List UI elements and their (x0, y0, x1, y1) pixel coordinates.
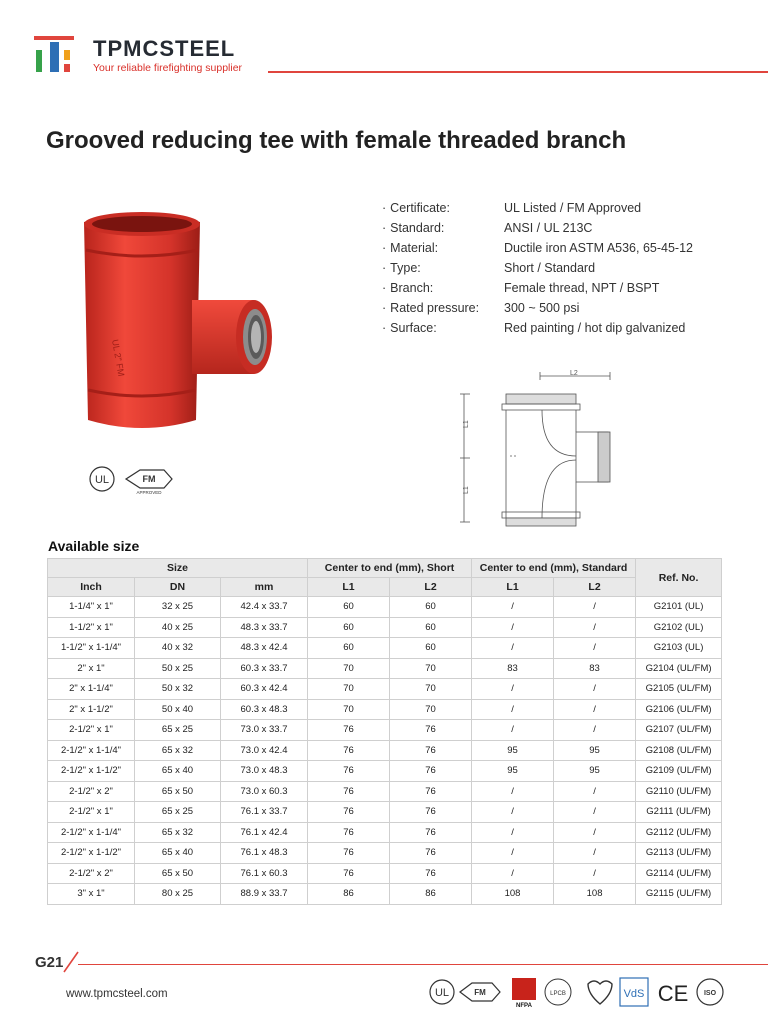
ul-fm-badges (88, 462, 178, 496)
cell-standard-l2: 95 (554, 740, 636, 761)
cell-mm: 48.3 x 33.7 (221, 617, 308, 638)
cell-standard-l2: / (554, 822, 636, 843)
svg-text:UL 2" FM: UL 2" FM (110, 338, 127, 378)
page-number: G21 (35, 954, 64, 971)
footer-cert-logos (428, 974, 728, 1010)
cell-standard-l2: 83 (554, 658, 636, 679)
cell-inch: 2-1/2" x 1-1/4" (48, 740, 135, 761)
spec-row (382, 278, 693, 298)
cell-mm: 88.9 x 33.7 (221, 884, 308, 905)
cell-short-l1: 76 (308, 761, 390, 782)
spec-row (382, 298, 693, 318)
spec-row (382, 218, 693, 238)
header-inch: Inch (48, 578, 135, 597)
cell-dn: 32 x 25 (135, 597, 221, 618)
cell-dn: 65 x 50 (135, 863, 221, 884)
cell-short-l1: 76 (308, 843, 390, 864)
cell-mm: 42.4 x 33.7 (221, 597, 308, 618)
spec-label: · Type: (382, 258, 504, 278)
cell-short-l1: 76 (308, 822, 390, 843)
spec-value: 300 ~ 500 psi (504, 301, 580, 315)
cell-short-l1: 60 (308, 638, 390, 659)
cell-standard-l1: / (472, 638, 554, 659)
table-row (48, 699, 722, 720)
cell-inch: 2" x 1-1/4" (48, 679, 135, 700)
cell-short-l1: 76 (308, 740, 390, 761)
ul-badge-text: UL (94, 474, 110, 486)
cell-standard-l1: 83 (472, 658, 554, 679)
cell-ref-no: G2111 (UL/FM) (636, 802, 722, 823)
cell-standard-l2: / (554, 638, 636, 659)
header-ref-no: Ref. No. (636, 559, 722, 597)
cell-inch: 1-1/2" x 1" (48, 617, 135, 638)
cell-inch: 2-1/2" x 1-1/2" (48, 843, 135, 864)
spec-row (382, 318, 693, 338)
cell-ref-no: G2107 (UL/FM) (636, 720, 722, 741)
reducing-tee-product-image (72, 210, 282, 440)
table-row (48, 720, 722, 741)
cell-dn: 80 x 25 (135, 884, 221, 905)
header-short-l1: L1 (308, 578, 390, 597)
spec-value: UL Listed / FM Approved (504, 201, 642, 215)
table-row (48, 679, 722, 700)
cell-dn: 40 x 25 (135, 617, 221, 638)
header-center-standard: Center to end (mm), Standard (472, 559, 636, 578)
cell-mm: 76.1 x 33.7 (221, 802, 308, 823)
cell-standard-l1: / (472, 699, 554, 720)
spec-value: Red painting / hot dip galvanized (504, 321, 686, 335)
cell-inch: 2" x 1-1/2" (48, 699, 135, 720)
spec-label: · Branch: (382, 278, 504, 298)
spec-label: · Material: (382, 238, 504, 258)
website-link[interactable]: www.tpmcsteel.com (66, 988, 168, 1000)
brand-tagline: Your reliable firefighting supplier (93, 62, 243, 74)
table-row (48, 761, 722, 782)
spec-label: · Surface: (382, 318, 504, 338)
cell-short-l2: 76 (390, 863, 472, 884)
table-row (48, 781, 722, 802)
cell-ref-no: G2103 (UL) (636, 638, 722, 659)
cell-standard-l2: / (554, 617, 636, 638)
cell-dn: 65 x 25 (135, 720, 221, 741)
cell-dn: 65 x 25 (135, 802, 221, 823)
cell-dn: 65 x 32 (135, 740, 221, 761)
size-table (47, 558, 722, 905)
cell-ref-no: G2101 (UL) (636, 597, 722, 618)
spec-row (382, 258, 693, 278)
cell-short-l2: 76 (390, 740, 472, 761)
iso-cert-icon (697, 979, 723, 1005)
cell-standard-l1: / (472, 679, 554, 700)
cell-ref-no: G2106 (UL/FM) (636, 699, 722, 720)
cell-short-l1: 70 (308, 679, 390, 700)
cell-short-l1: 76 (308, 863, 390, 884)
spec-value: Ductile iron ASTM A536, 65-45-12 (504, 241, 693, 255)
svg-text:CE: CE (657, 981, 689, 1006)
spec-label: · Rated pressure: (382, 298, 504, 318)
cell-short-l2: 60 (390, 617, 472, 638)
table-row (48, 822, 722, 843)
cell-mm: 76.1 x 60.3 (221, 863, 308, 884)
cell-short-l1: 70 (308, 658, 390, 679)
cell-ref-no: G2105 (UL/FM) (636, 679, 722, 700)
cell-ref-no: G2102 (UL) (636, 617, 722, 638)
cell-mm: 73.0 x 60.3 (221, 781, 308, 802)
cell-short-l2: 60 (390, 638, 472, 659)
cell-short-l1: 60 (308, 617, 390, 638)
cell-ref-no: G2109 (UL/FM) (636, 761, 722, 782)
cell-short-l2: 76 (390, 720, 472, 741)
lpcb-cert-icon (545, 979, 571, 1005)
svg-text:LPCB: LPCB (550, 991, 566, 997)
cell-dn: 50 x 25 (135, 658, 221, 679)
cell-mm: 60.3 x 48.3 (221, 699, 308, 720)
cell-ref-no: G2108 (UL/FM) (636, 740, 722, 761)
l1-label: L1 (463, 420, 470, 428)
svg-text:NFPA: NFPA (516, 1003, 532, 1009)
cell-inch: 1-1/4" x 1" (48, 597, 135, 618)
cell-dn: 65 x 40 (135, 761, 221, 782)
cell-short-l1: 70 (308, 699, 390, 720)
cell-inch: 2-1/2" x 2" (48, 781, 135, 802)
spec-label: · Certificate: (382, 198, 504, 218)
cell-mm: 60.3 x 42.4 (221, 679, 308, 700)
cell-short-l2: 76 (390, 781, 472, 802)
cell-short-l1: 60 (308, 597, 390, 618)
cell-standard-l2: 95 (554, 761, 636, 782)
cell-standard-l2: / (554, 863, 636, 884)
cell-ref-no: G2104 (UL/FM) (636, 658, 722, 679)
spec-value: Short / Standard (504, 261, 596, 275)
cell-short-l2: 86 (390, 884, 472, 905)
page-title: Grooved reducing tee with female threaded branch (46, 127, 627, 154)
cell-short-l1: 86 (308, 884, 390, 905)
cell-short-l2: 60 (390, 597, 472, 618)
footer-divider (78, 964, 768, 965)
footer-slash-icon (62, 950, 80, 974)
table-row (48, 802, 722, 823)
cell-short-l2: 70 (390, 679, 472, 700)
table-row (48, 863, 722, 884)
cell-mm: 48.3 x 42.4 (221, 638, 308, 659)
header-size: Size (48, 559, 308, 578)
cell-standard-l1: / (472, 802, 554, 823)
cell-inch: 2-1/2" x 1-1/4" (48, 822, 135, 843)
cell-standard-l2: / (554, 679, 636, 700)
cell-mm: 76.1 x 42.4 (221, 822, 308, 843)
cell-standard-l2: / (554, 720, 636, 741)
svg-text:VdS: VdS (623, 988, 645, 1000)
cell-dn: 50 x 40 (135, 699, 221, 720)
cell-short-l1: 76 (308, 781, 390, 802)
cell-ref-no: G2115 (UL/FM) (636, 884, 722, 905)
cell-short-l1: 76 (308, 802, 390, 823)
cell-mm: 76.1 x 48.3 (221, 843, 308, 864)
cell-dn: 50 x 32 (135, 679, 221, 700)
cell-standard-l2: / (554, 843, 636, 864)
spec-value: ANSI / UL 213C (504, 221, 593, 235)
table-row (48, 843, 722, 864)
cell-ref-no: G2110 (UL/FM) (636, 781, 722, 802)
cell-inch: 2-1/2" x 1-1/2" (48, 761, 135, 782)
fm-badge-text: FM (142, 474, 156, 484)
l2-label: L2 (570, 370, 578, 377)
fm-approved-text: APPROVED (136, 490, 162, 495)
ce-cert-icon (658, 981, 689, 1006)
spec-list (382, 198, 693, 338)
l1-lower-label: L1 (463, 486, 470, 494)
header-standard-l2: L2 (554, 578, 636, 597)
table-row (48, 638, 722, 659)
header-short-l2: L2 (390, 578, 472, 597)
cell-standard-l1: / (472, 720, 554, 741)
cell-short-l2: 70 (390, 658, 472, 679)
cell-ref-no: G2113 (UL/FM) (636, 843, 722, 864)
cell-standard-l1: / (472, 843, 554, 864)
vds-cert-icon (620, 978, 648, 1006)
header-standard-l1: L1 (472, 578, 554, 597)
fm-cert-icon (460, 983, 500, 1001)
svg-text:UL: UL (434, 987, 450, 999)
cell-inch: 1-1/2" x 1-1/4" (48, 638, 135, 659)
table-row (48, 658, 722, 679)
cell-standard-l1: / (472, 822, 554, 843)
cell-standard-l2: / (554, 781, 636, 802)
table-header-row (48, 559, 722, 578)
cell-mm: 60.3 x 33.7 (221, 658, 308, 679)
cell-inch: 2-1/2" x 1" (48, 720, 135, 741)
cell-short-l2: 76 (390, 802, 472, 823)
cell-short-l2: 76 (390, 843, 472, 864)
spec-row (382, 238, 693, 258)
cell-standard-l1: / (472, 597, 554, 618)
table-row (48, 884, 722, 905)
cell-short-l2: 70 (390, 699, 472, 720)
heart-shield-cert-icon (588, 981, 612, 1004)
technical-drawing (458, 370, 618, 530)
cell-standard-l2: 108 (554, 884, 636, 905)
cell-standard-l1: 95 (472, 761, 554, 782)
svg-text:ISO: ISO (703, 990, 717, 997)
header-dn: DN (135, 578, 221, 597)
cell-ref-no: G2114 (UL/FM) (636, 863, 722, 884)
header-mm: mm (221, 578, 308, 597)
tpmcsteel-logo-icon (34, 36, 74, 72)
cell-short-l1: 76 (308, 720, 390, 741)
header-center-short: Center to end (mm), Short (308, 559, 472, 578)
cell-dn: 40 x 32 (135, 638, 221, 659)
cell-standard-l1: / (472, 863, 554, 884)
cell-mm: 73.0 x 48.3 (221, 761, 308, 782)
cell-standard-l2: / (554, 597, 636, 618)
table-row (48, 617, 722, 638)
svg-text:FM: FM (474, 988, 486, 997)
cell-dn: 65 x 32 (135, 822, 221, 843)
cell-inch: 3" x 1" (48, 884, 135, 905)
spec-row (382, 198, 693, 218)
cell-ref-no: G2112 (UL/FM) (636, 822, 722, 843)
cell-standard-l2: / (554, 699, 636, 720)
cell-dn: 65 x 50 (135, 781, 221, 802)
cell-standard-l1: 108 (472, 884, 554, 905)
cell-inch: 2" x 1" (48, 658, 135, 679)
header-divider (268, 71, 768, 73)
cell-short-l2: 76 (390, 822, 472, 843)
cell-standard-l2: / (554, 802, 636, 823)
cell-inch: 2-1/2" x 2" (48, 863, 135, 884)
cell-standard-l1: 95 (472, 740, 554, 761)
table-row (48, 740, 722, 761)
brand-name: TPMCSTEEL (93, 36, 236, 61)
cell-standard-l1: / (472, 617, 554, 638)
cell-inch: 2-1/2" x 1" (48, 802, 135, 823)
table-row (48, 597, 722, 618)
cell-mm: 73.0 x 42.4 (221, 740, 308, 761)
nfpa-cert-icon (512, 978, 536, 1009)
available-size-heading: Available size (48, 538, 140, 554)
cell-standard-l1: / (472, 781, 554, 802)
spec-label: · Standard: (382, 218, 504, 238)
table-subheader-row (48, 578, 722, 597)
cell-mm: 73.0 x 33.7 (221, 720, 308, 741)
cell-short-l2: 76 (390, 761, 472, 782)
spec-value: Female thread, NPT / BSPT (504, 281, 660, 295)
cell-dn: 65 x 40 (135, 843, 221, 864)
ul-cert-icon (430, 980, 454, 1004)
